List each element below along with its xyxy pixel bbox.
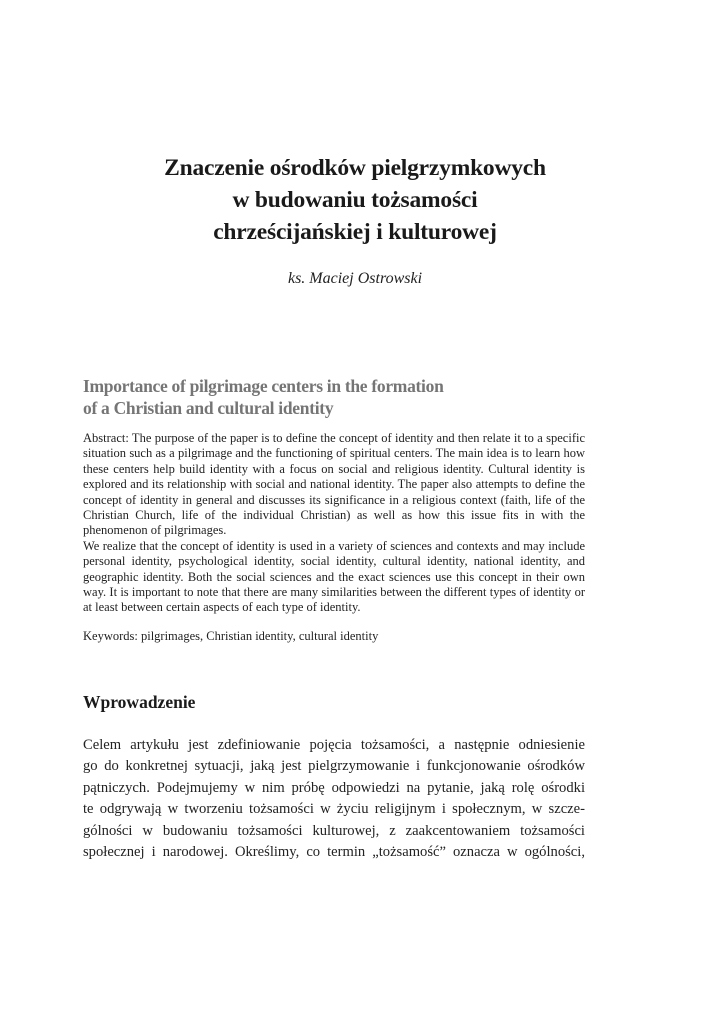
title-line: w budowaniu tożsamości	[232, 187, 478, 213]
abstract	[83, 431, 585, 616]
english-title-line: Importance of pilgrimage centers in the formation	[83, 376, 444, 396]
body-line: gólności w budowaniu tożsamości kulturowej, z zaakcentowaniem tożsamości	[83, 822, 585, 839]
body-line: te odgrywają w tworzeniu tożsamości w życiu religijnym i społecznym, w szcze-	[83, 801, 585, 818]
english-title	[83, 375, 643, 419]
title-line: Znaczenie ośrodków pielgrzymkowych	[164, 155, 546, 181]
paper-title	[60, 152, 650, 248]
keywords: Keywords: pilgrimages, Christian identity, cultural identity	[83, 629, 379, 643]
abstract-paragraph: Abstract: The purpose of the paper is to define the concept of identity and then relate it to a specific situation such as a pilgrimage and the functioning of spiritual centers. The main idea is to learn how these centers help build identity with a focus on social and religious identity. Cultural identity is explored and its relationship with social and national identity. The paper also attempts to define the concept of identity in general and discusses its significance in a religious context (faith, life of the Christian Church, life of the individual Christian) as well as how this issue fits in with the phenomenon of pilgrimages.	[83, 431, 585, 538]
body-line: społecznej i narodowej. Określimy, co termin „tożsamość” oznacza w ogólności,	[83, 844, 585, 861]
author-name: ks. Maciej Ostrowski	[287, 270, 423, 287]
title-line: chrześcijańskiej i kulturowej	[213, 219, 497, 245]
body-line: go do konkretnej sytuacji, jaką jest pielgrzymowanie i funkcjonowanie ośrodków	[83, 758, 585, 775]
body-line: pątniczych. Podejmujemy w nim próbę odpowiedzi na pytanie, jaką rolę ośrodki	[83, 779, 585, 796]
abstract-paragraph: We realize that the concept of identity is used in a variety of sciences and contexts and may include personal identity, psychological identity, social identity, cultural identity, national identity, and geographic identity. Both the social sciences and the exact sciences use this concept in their own way. It is important to note that there are many similarities between the different types of identity or at least between certain aspects of each type of identity.	[83, 538, 585, 615]
body-paragraph	[83, 735, 585, 863]
section-heading: Wprowadzenie	[83, 692, 196, 712]
body-line: Celem artykułu jest zdefiniowanie pojęcia tożsamości, a następnie odniesienie	[83, 737, 585, 753]
english-title-line: of a Christian and cultural identity	[83, 398, 334, 418]
